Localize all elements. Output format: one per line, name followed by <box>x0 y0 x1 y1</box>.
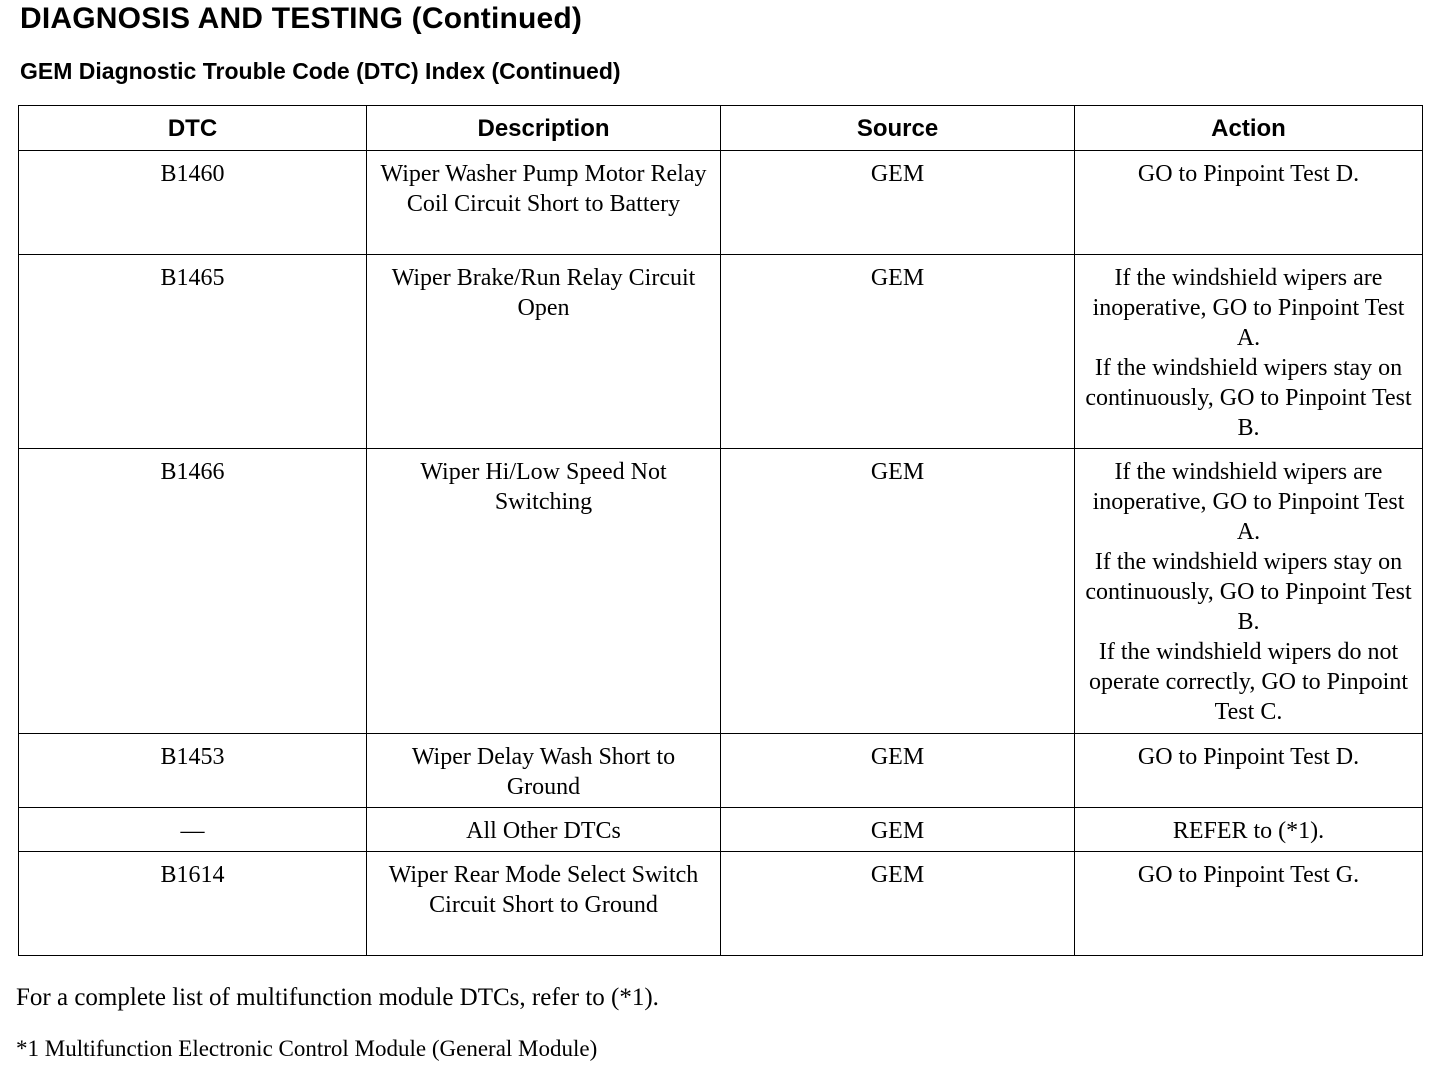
action-line: If the windshield wipers do not operate correctly, GO to Pinpoint Test C. <box>1088 639 1409 725</box>
action-cell <box>1075 808 1423 852</box>
action-line: If the windshield wipers stay on continuously, GO to Pinpoint Test B. <box>1085 355 1412 441</box>
action-line: If the windshield wipers are inoperative, GO to Pinpoint Test A. <box>1092 265 1405 351</box>
source-cell: GEM <box>721 852 1075 956</box>
action-line: If the windshield wipers stay on continuously, GO to Pinpoint Test B. <box>1085 549 1412 635</box>
action-cell <box>1075 255 1423 449</box>
description-cell: Wiper Washer Pump Motor Relay Coil Circuit Short to Battery <box>367 151 721 255</box>
table-row <box>19 808 1423 852</box>
action-line: GO to Pinpoint Test D. <box>1137 161 1360 187</box>
source-cell: GEM <box>721 255 1075 449</box>
source-cell: GEM <box>721 449 1075 734</box>
description-column-header: Description <box>367 106 721 151</box>
source-column-header: Source <box>721 106 1075 151</box>
action-line: GO to Pinpoint Test D. <box>1137 744 1360 770</box>
description-cell: Wiper Rear Mode Select Switch Circuit Short to Ground <box>367 852 721 956</box>
dtc-cell: B1614 <box>19 852 367 956</box>
action-cell <box>1075 151 1423 255</box>
action-line: GO to Pinpoint Test G. <box>1137 862 1360 888</box>
source-cell: GEM <box>721 808 1075 852</box>
dtc-index-table <box>18 105 1423 956</box>
action-column-header: Action <box>1075 106 1423 151</box>
dtc-cell: B1465 <box>19 255 367 449</box>
dtc-cell: B1466 <box>19 449 367 734</box>
description-cell: All Other DTCs <box>367 808 721 852</box>
dtc-cell: B1453 <box>19 734 367 808</box>
description-cell: Wiper Delay Wash Short to Ground <box>367 734 721 808</box>
table-row <box>19 151 1423 255</box>
action-cell <box>1075 734 1423 808</box>
dtc-cell: — <box>19 808 367 852</box>
table-row <box>19 852 1423 956</box>
table-row <box>19 734 1423 808</box>
table-row <box>19 255 1423 449</box>
action-line: REFER to (*1). <box>1172 818 1325 844</box>
dtc-column-header: DTC <box>19 106 367 151</box>
action-cell <box>1075 449 1423 734</box>
source-cell: GEM <box>721 734 1075 808</box>
page-heading: DIAGNOSIS AND TESTING (Continued) <box>20 2 583 35</box>
footer-note: For a complete list of multifunction module DTCs, refer to (*1). <box>16 984 659 1011</box>
footnote: *1 Multifunction Electronic Control Module (General Module) <box>16 1036 598 1061</box>
table-row <box>19 449 1423 734</box>
description-cell: Wiper Brake/Run Relay Circuit Open <box>367 255 721 449</box>
action-cell <box>1075 852 1423 956</box>
description-cell: Wiper Hi/Low Speed Not Switching <box>367 449 721 734</box>
table-title: GEM Diagnostic Trouble Code (DTC) Index (Continued) <box>20 58 621 84</box>
table-header-row <box>19 106 1423 151</box>
source-cell: GEM <box>721 151 1075 255</box>
dtc-cell: B1460 <box>19 151 367 255</box>
action-line: If the windshield wipers are inoperative, GO to Pinpoint Test A. <box>1092 459 1405 545</box>
